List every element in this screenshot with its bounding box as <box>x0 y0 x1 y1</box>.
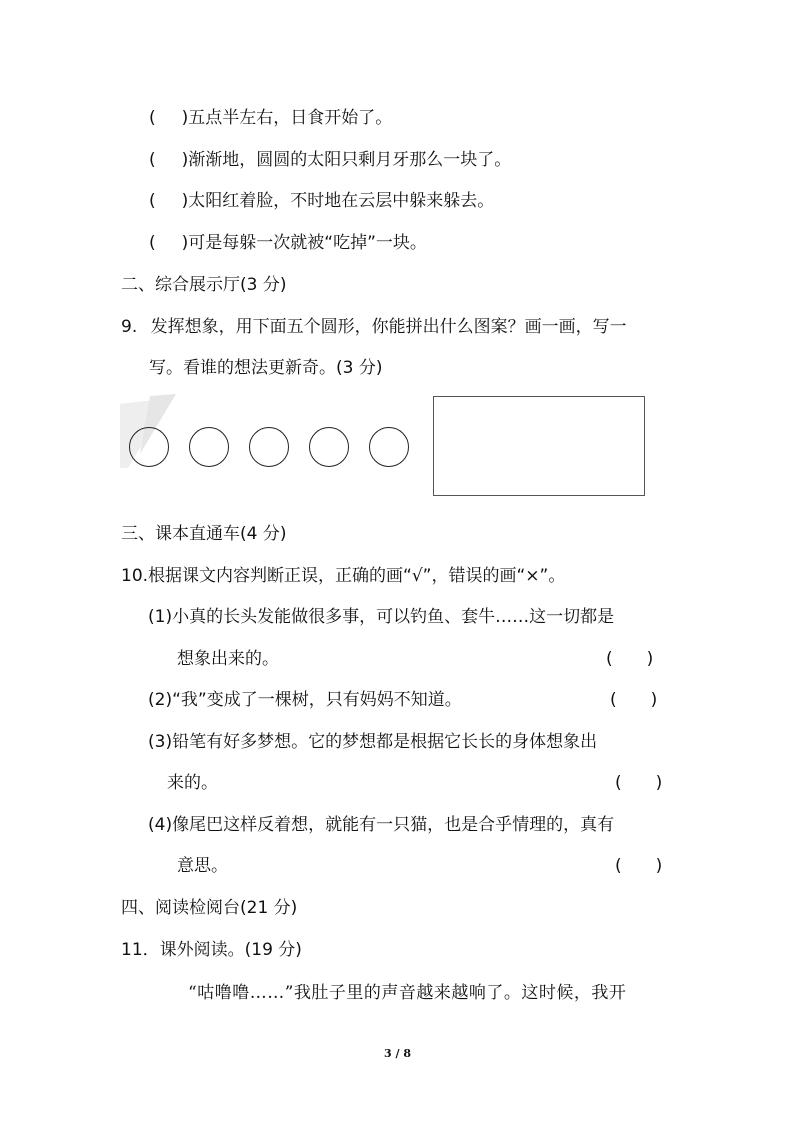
circle-3 <box>249 427 289 467</box>
section-2-title: 二、综合展示厅(3 分) <box>121 275 287 295</box>
q10-item-line2: 意思。 <box>177 856 228 876</box>
blank-open-paren: ( <box>149 233 156 253</box>
circle-2 <box>189 427 229 467</box>
ordering-item <box>149 108 392 128</box>
q10-item-text: 像尾巴这样反着想，就能有一只猫，也是合乎情理的，真有 <box>172 815 615 835</box>
q10-item-line1 <box>148 690 462 710</box>
question-9-line1 <box>121 317 627 337</box>
q10-item-line1 <box>148 607 614 627</box>
blank-open-paren: ( <box>149 150 156 170</box>
q10-item-text: 铅笔有好多梦想。它的梦想都是根据它长长的身体想象出 <box>172 732 598 752</box>
question-10-title: 10.根据课文内容判断正误，正确的画“√”，错误的画“×”。 <box>121 566 566 586</box>
ordering-item <box>149 191 494 211</box>
blank-open-paren: ( <box>149 191 156 211</box>
q10-answer-blank[interactable]: ( ) <box>610 690 658 710</box>
blank-close-paren: ) <box>181 233 189 253</box>
q10-item-label: (3) <box>148 732 173 752</box>
ordering-item-text: 可是每躲一次就被“吃掉”一块。 <box>188 233 427 253</box>
q10-answer-blank[interactable]: ( ) <box>615 773 663 793</box>
q10-item-line1 <box>148 732 597 752</box>
blank-close-paren: ) <box>181 108 189 128</box>
q10-answer-blank[interactable]: ( ) <box>615 856 663 876</box>
blank-close-paren: ) <box>181 150 189 170</box>
q10-item-line2: 来的。 <box>167 773 218 793</box>
question-9-number: 9. <box>121 317 138 337</box>
q10-item-label: (2) <box>148 690 173 710</box>
reading-passage-first-line: “咕噜噜……”我肚子里的声音越来越响了。这时候，我开 <box>188 983 627 1003</box>
circle-4 <box>309 427 349 467</box>
circle-5 <box>369 427 409 467</box>
ordering-item-text: 五点半左右，日食开始了。 <box>188 108 393 128</box>
q10-item-line1 <box>148 815 614 835</box>
blank-close-paren: ) <box>181 191 189 211</box>
ordering-item-text: 渐渐地，圆圆的太阳只剩月牙那么一块了。 <box>188 150 512 170</box>
q10-answer-blank[interactable]: ( ) <box>606 649 654 669</box>
q10-item-label: (4) <box>148 815 173 835</box>
section-3-title: 三、课本直通车(4 分) <box>121 524 287 544</box>
section-4-title: 四、阅读检阅台(21 分) <box>121 898 298 918</box>
question-11-title: 11．课外阅读。(19 分) <box>121 940 302 960</box>
drawing-answer-box[interactable] <box>433 396 645 496</box>
blank-open-paren: ( <box>149 108 156 128</box>
question-9-prompt: 发挥想象，用下面五个圆形，你能拼出什么图案？画一画，写一 <box>150 317 627 337</box>
q10-item-line2: 想象出来的。 <box>177 649 279 669</box>
q10-item-text: “我”变成了一棵树，只有妈妈不知道。 <box>172 690 462 710</box>
ordering-item-text: 太阳红着脸，不时地在云层中躲来躲去。 <box>188 191 495 211</box>
ordering-item <box>149 150 511 170</box>
question-9-line2: 写。看谁的想法更新奇。(3 分) <box>149 358 383 378</box>
q10-item-text: 小真的长头发能做很多事，可以钓鱼、套牛……这一切都是 <box>172 607 615 627</box>
q10-item-label: (1) <box>148 607 173 627</box>
page-number: 3 / 8 <box>384 1047 411 1060</box>
ordering-item <box>149 233 427 253</box>
circle-1 <box>129 427 169 467</box>
